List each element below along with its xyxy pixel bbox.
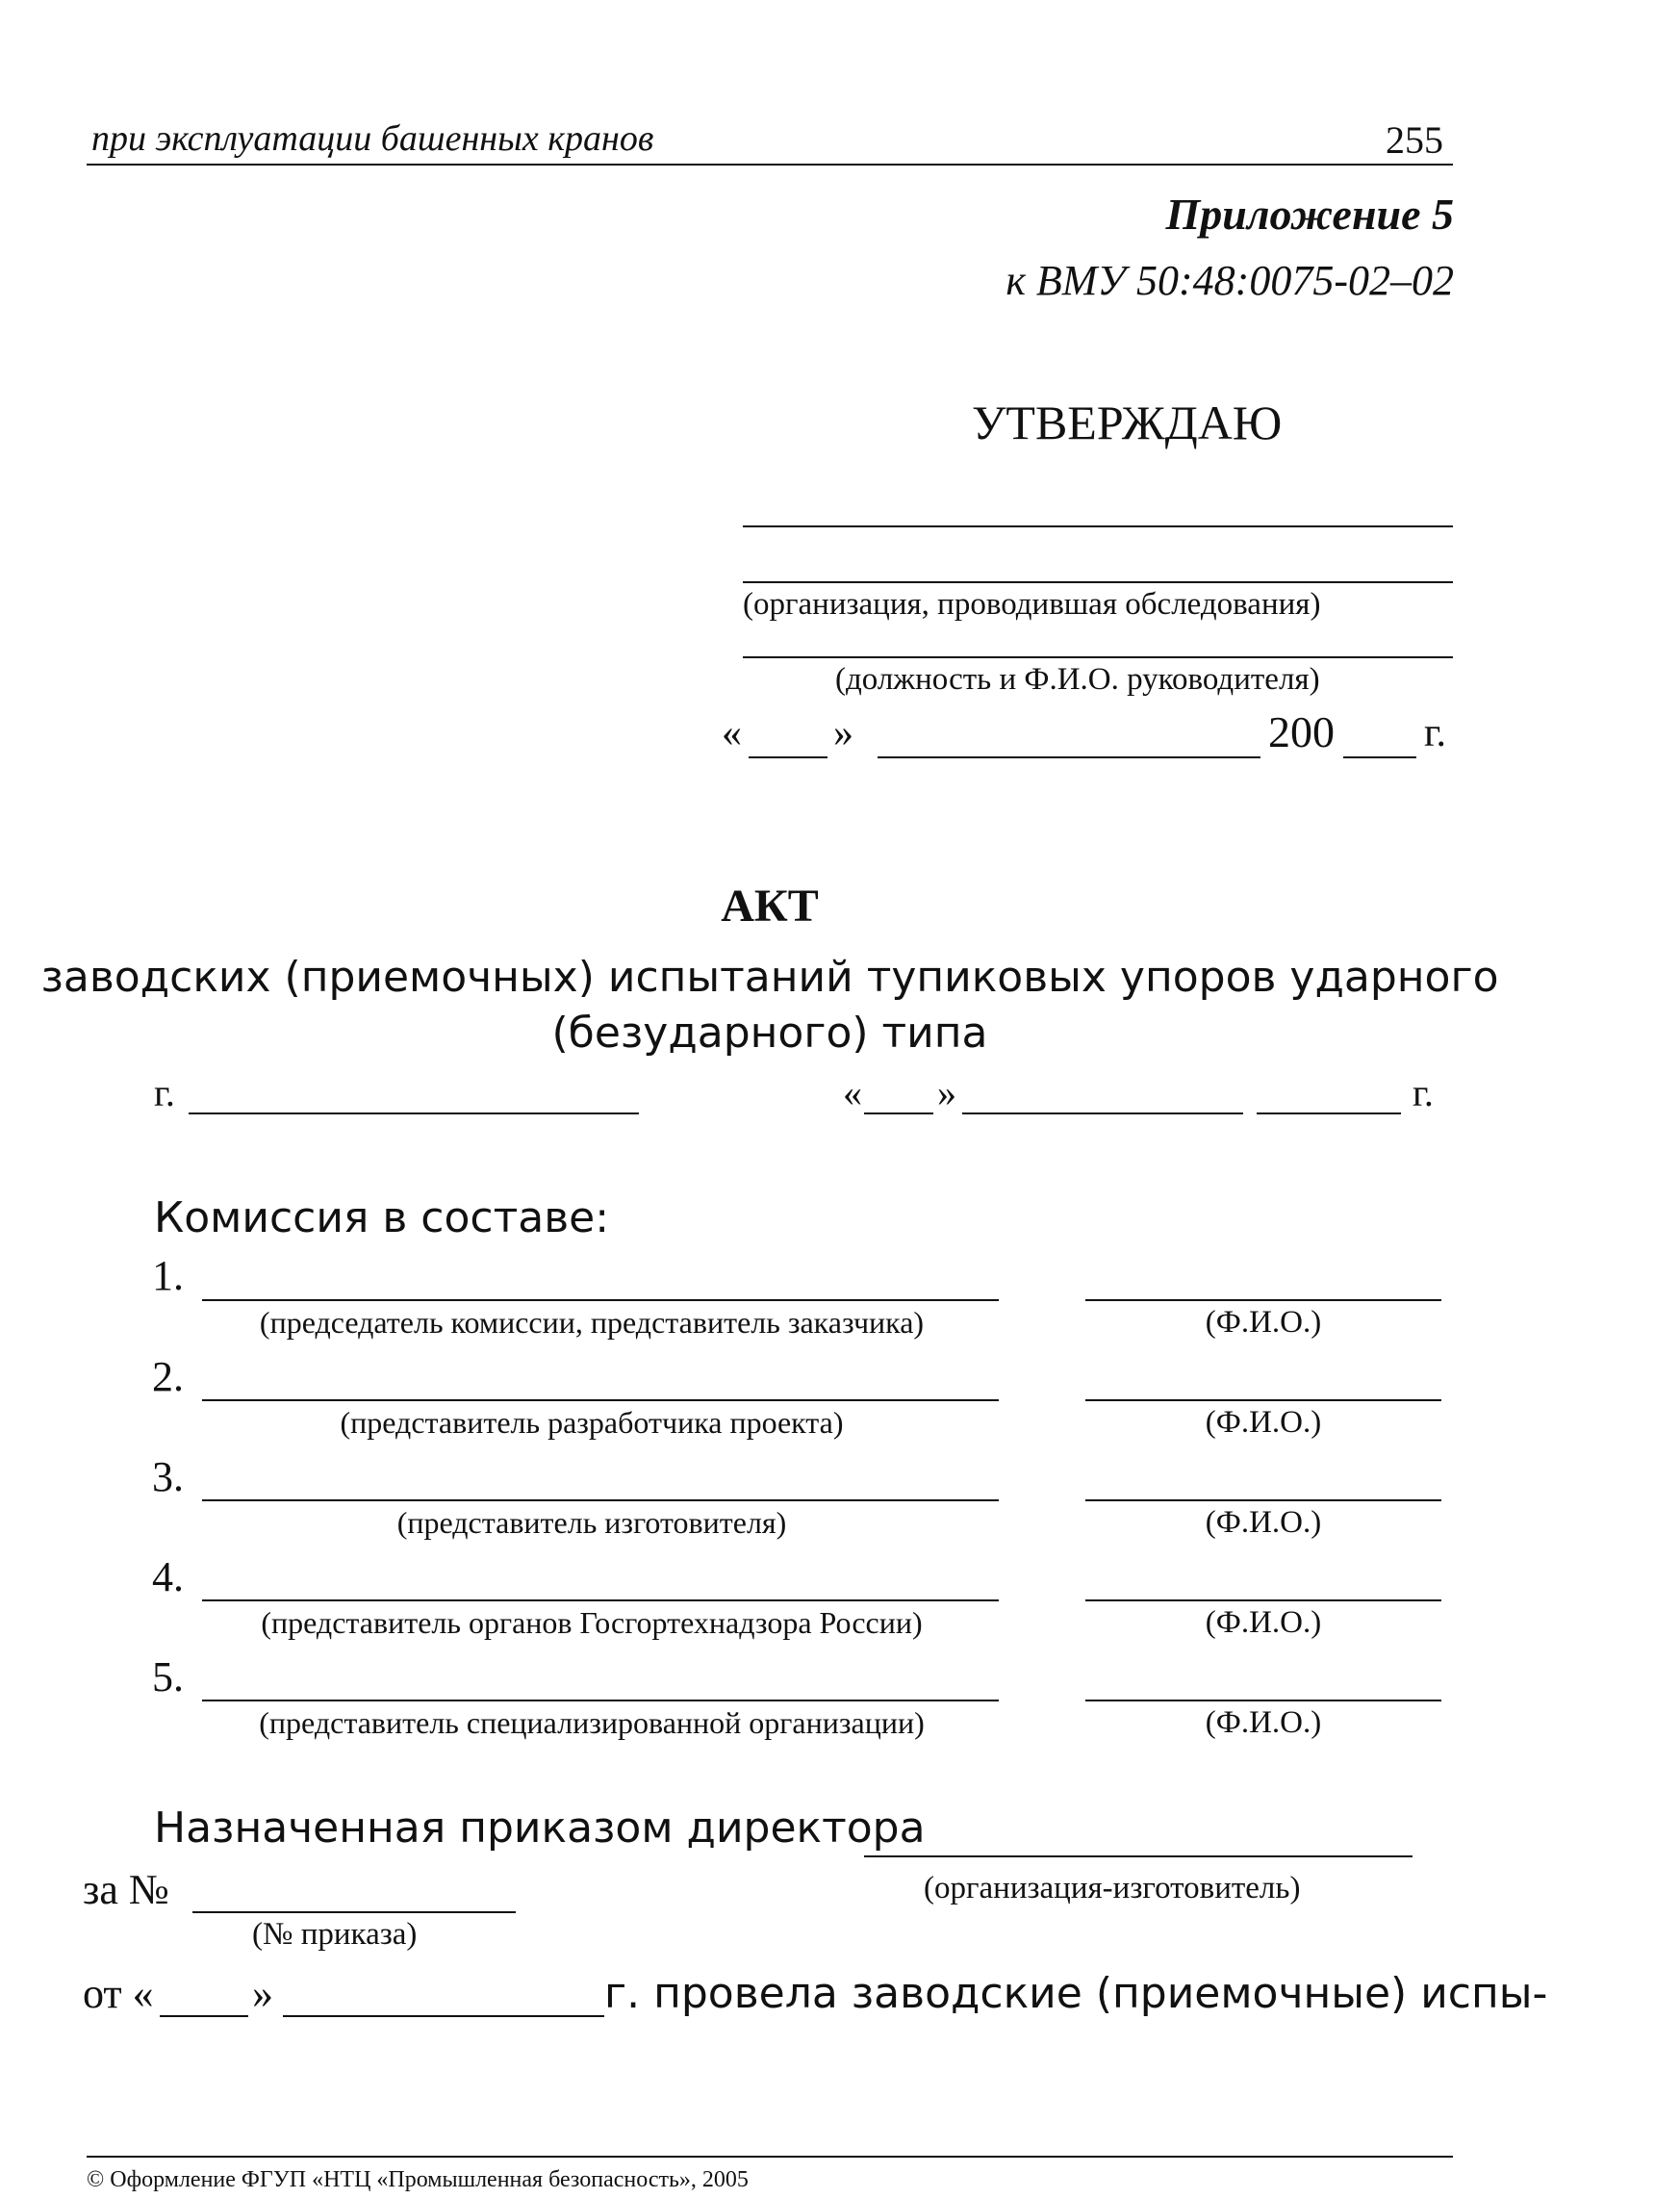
member-caption: (председатель комиссии, представитель заказчика) (259, 1305, 925, 1340)
act-year-suffix: г. (1413, 1071, 1434, 1114)
approval-year-blank (1343, 756, 1416, 758)
order-date-close-quote: » (252, 1970, 273, 2017)
member-fio-blank (1085, 1399, 1441, 1401)
member-fio-caption: (Ф.И.О.) (1205, 1405, 1322, 1440)
member-number: 3. (152, 1453, 184, 1500)
member-blank (202, 1599, 999, 1601)
commission-heading: Комиссия в составе: (154, 1193, 610, 1242)
act-title: АКТ (721, 881, 819, 932)
act-city-blank (189, 1112, 639, 1114)
act-year-blank (1257, 1112, 1401, 1114)
order-line-3: г. провела заводские (приемочные) испы- (604, 1969, 1548, 2018)
act-day-blank (864, 1112, 933, 1114)
approval-blank-line-2 (743, 581, 1453, 583)
member-blank (202, 1499, 999, 1501)
member-fio-blank (1085, 1700, 1441, 1701)
header-divider (87, 164, 1453, 166)
member-fio-caption: (Ф.И.О.) (1205, 1605, 1322, 1640)
member-caption: (представитель органов Госгортехнадзора России) (261, 1605, 923, 1640)
approval-day-blank (749, 756, 827, 758)
act-month-blank (962, 1112, 1243, 1114)
order-org-caption: (организация-изготовитель) (924, 1871, 1301, 1905)
member-caption: (представитель разработчика проекта) (340, 1405, 844, 1440)
order-number-blank (192, 1911, 516, 1913)
approval-org-caption: (организация, проводившая обследования) (743, 587, 1321, 622)
member-number: 1. (152, 1252, 184, 1299)
act-date-open-quote: « (843, 1071, 862, 1114)
act-subtitle-line-1: заводских (приемочных) испытаний тупиковых упоров ударного (40, 953, 1499, 1002)
page-number: 255 (1386, 118, 1443, 162)
member-fio-blank (1085, 1299, 1441, 1301)
order-number-prefix: за № (83, 1866, 169, 1913)
member-blank (202, 1299, 999, 1301)
approval-blank-line-3 (743, 656, 1453, 658)
approval-date-open-quote: « (722, 711, 742, 755)
member-caption: (представитель специализированной организации) (259, 1705, 925, 1740)
order-day-blank (160, 2015, 248, 2017)
act-subtitle-line-2: (безударного) типа (551, 1009, 988, 1058)
footer-copyright: © Оформление ФГУП «НТЦ «Промышленная безопасность», 2005 (87, 2167, 749, 2192)
appendix-title: Приложение 5 (1165, 190, 1454, 239)
member-fio-blank (1085, 1599, 1441, 1601)
order-org-blank (864, 1855, 1413, 1857)
footer-divider (87, 2156, 1453, 2158)
member-fio-caption: (Ф.И.О.) (1205, 1705, 1322, 1740)
member-fio-caption: (Ф.И.О.) (1205, 1305, 1322, 1340)
order-number-caption: (№ приказа) (252, 1917, 418, 1952)
member-number: 4. (152, 1553, 184, 1600)
approval-month-blank (878, 756, 1260, 758)
running-title: при эксплуатации башенных кранов (91, 118, 654, 159)
order-line-1: Назначенная приказом директора (154, 1803, 926, 1853)
approval-heading: УТВЕРЖДАЮ (972, 396, 1283, 449)
member-number: 5. (152, 1653, 184, 1700)
act-city-prefix: г. (154, 1071, 175, 1114)
order-month-blank (283, 2015, 604, 2017)
member-fio-caption: (Ф.И.О.) (1205, 1505, 1322, 1540)
member-fio-blank (1085, 1499, 1441, 1501)
approval-blank-line-1 (743, 525, 1453, 527)
approval-year-prefix: 200 (1268, 707, 1335, 756)
member-blank (202, 1399, 999, 1401)
appendix-reference: к ВМУ 50:48:0075-02–02 (1005, 257, 1454, 304)
member-caption: (представитель изготовителя) (396, 1505, 787, 1540)
act-date-close-quote: » (937, 1071, 956, 1114)
member-blank (202, 1700, 999, 1701)
approval-year-suffix: г. (1424, 711, 1446, 755)
approval-head-caption: (должность и Ф.И.О. руководителя) (835, 662, 1320, 697)
approval-date-close-quote: » (833, 711, 853, 755)
member-number: 2. (152, 1353, 184, 1400)
order-date-prefix: от « (83, 1970, 154, 2017)
